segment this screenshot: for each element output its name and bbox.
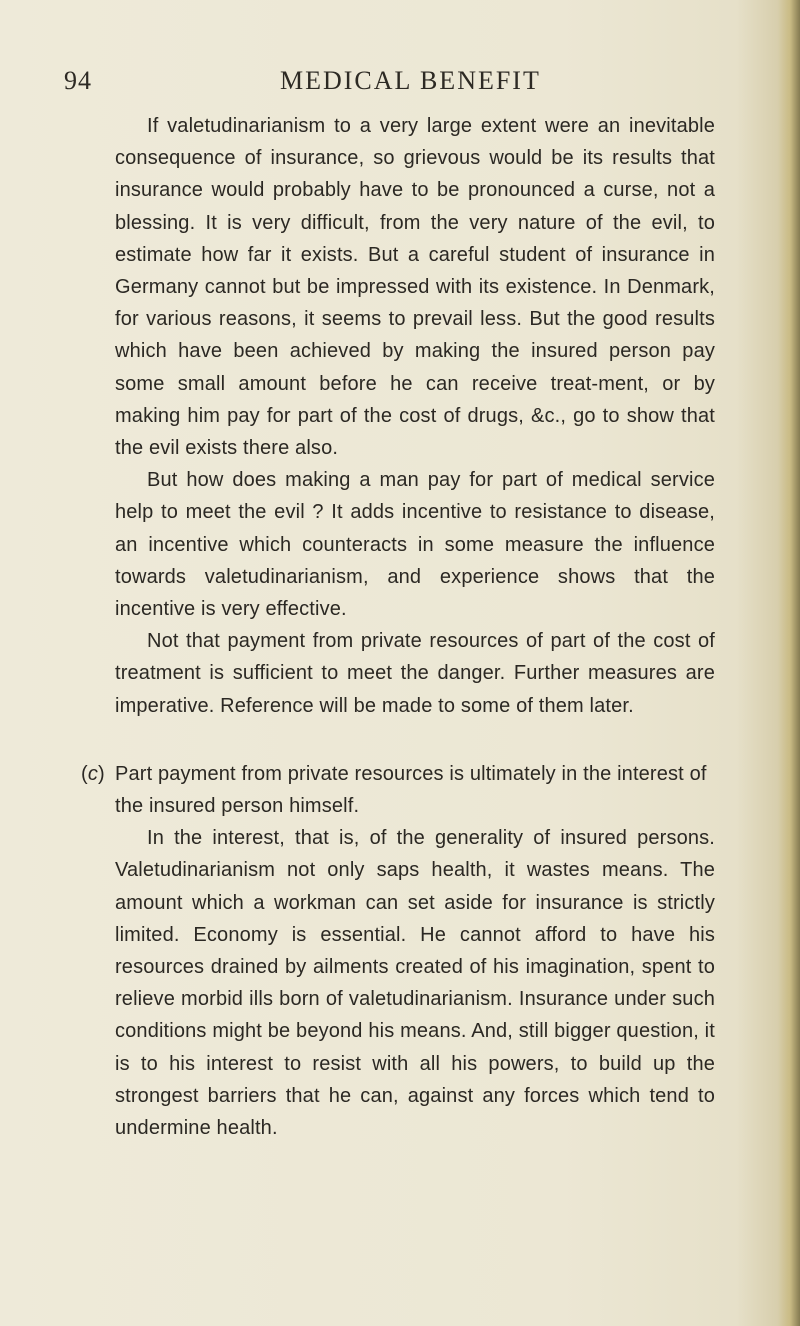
page-number: 94 — [64, 66, 92, 95]
section-c — [81, 758, 715, 1144]
running-head — [0, 66, 800, 106]
paragraph-further-measures: Not that payment from private resources of part of the cost of treatment is sufficient to meet the danger. Further measures are imperative. Reference will be made to some of them later. — [115, 630, 715, 717]
paragraph-incentive: But how does making a man pay for part of medical service help to meet the evil ? It adds incentive to resistance to disease, an incentive which counteracts in some measure the influence towards valetudinarianism, and experience shows that the incentive is very effective. — [115, 469, 715, 621]
section-letter: c — [87, 762, 98, 785]
section-body: In the interest, that is, of the generality of insured persons. Valetudinarianism not only saps health, it wastes means. The amount which a workman can set aside for insurance is strictly limited. Economy is essential. He cannot afford to have his resources drained by ailments created of his imagination, spent to relieve morbid ills born of valetudinarianism. Insurance under such conditions might be beyond his means. And, still bigger question, it is to his interest to resist with all his powers, to build up the strongest barriers that he can, against any forces which tend to undermine health. — [115, 827, 715, 1140]
body-text — [81, 110, 715, 1144]
section-marker: (c) — [81, 762, 105, 785]
page-edge-shadow — [778, 0, 800, 1326]
running-title: MEDICAL BENEFIT — [280, 66, 541, 95]
section-lead: Part payment from private resources is ultimately in the interest of the insured person himself. — [115, 762, 707, 818]
paragraph-valetudinarianism: If valetudinarianism to a very large extent were an inevitable consequence of insurance, so grievous would be its results that insurance would probably have to be pronounced a curse, not a blessing. It is very difficult, from the very nature of the evil, to estimate how far it exists. But a careful student of insurance in Germany cannot but be impressed with its existence. In Denmark, for various reasons, it seems to prevail less. But the good results which have been achieved by making the insured person pay some small amount before he can receive treat-ment, or by making him pay for part of the cost of drugs, &c., go to show that the evil exists there also. — [115, 115, 715, 460]
